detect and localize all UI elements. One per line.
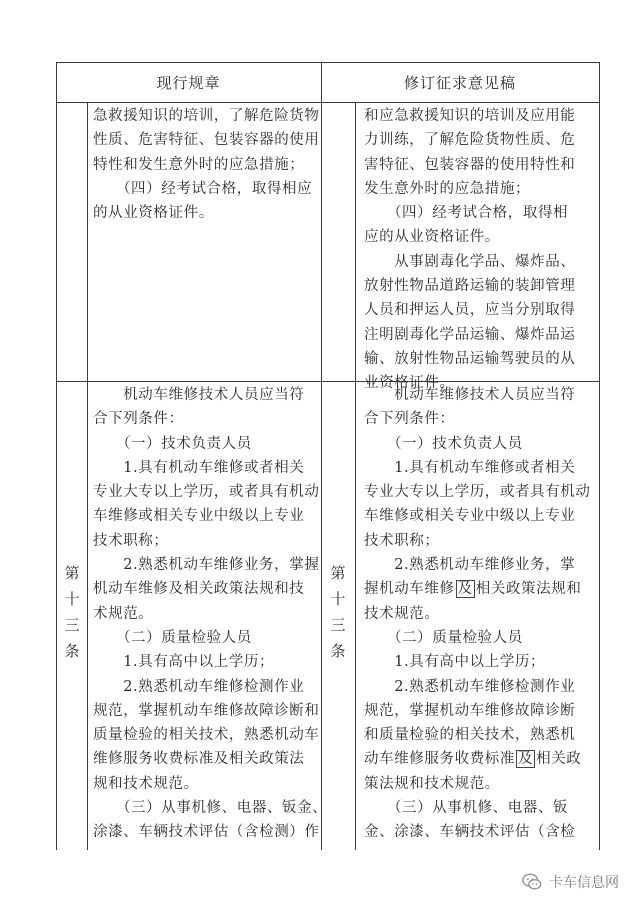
text-line: 规范，掌握机动车维修故障诊断 — [364, 702, 576, 719]
article-char: 条 — [330, 642, 346, 660]
text-line: 1.具有高中以上学历； — [364, 654, 546, 671]
watermark-text: 卡车信息网 — [549, 875, 619, 891]
text-line: 专业大专以上学历，或者具有机动 — [93, 484, 320, 501]
text-line: 2.熟悉机动车维修业务，掌 — [364, 557, 576, 574]
text-line: 机动车维修技术人员应当符 — [364, 387, 576, 403]
text-line: 和质量检验的相关技术，熟悉机 — [364, 727, 576, 744]
text-line: 1.具有高中以上学历； — [93, 654, 275, 671]
column-header-revision-draft: 修订征求意见稿 — [403, 73, 516, 92]
row2-right-text — [364, 383, 591, 845]
text-line: 人员和押运人员，应当分别取得 — [364, 302, 576, 319]
text-line: 1.具有机动车维修或者相关 — [364, 459, 576, 476]
text-line: 质量检验的相关技术，熟悉机动车 — [93, 727, 320, 744]
row1-right-text — [364, 104, 575, 396]
text-line: （四）经考试合格，取得相应 — [93, 180, 313, 197]
highlighted-change: 及 — [518, 751, 534, 768]
text-line: 输、放射性物品运输驾驶员的从 — [364, 350, 576, 367]
text-line: 金、涂漆、车辆技术评估（含检 — [364, 824, 576, 841]
text-line: 合下列条件： — [93, 411, 184, 428]
highlighted-change: 及 — [457, 581, 473, 598]
text-line: 害特征、包装容器的使用特性和 — [364, 156, 576, 173]
text-line: 2.熟悉机动车维修业务，掌握 — [93, 557, 320, 574]
article-char: 十 — [330, 590, 346, 608]
row2-left-text — [93, 383, 327, 845]
text-line: 技术规范。 — [364, 605, 440, 622]
watermark — [521, 871, 619, 893]
text-line: （二）质量检验人员 — [364, 629, 523, 646]
text-line: 技术职称； — [93, 532, 169, 549]
text-line: 技术职称； — [364, 532, 440, 549]
text-segment: 动车维修服务收费标准 — [364, 751, 515, 768]
text-line: 注明剧毒化学品运输、爆炸品运 — [364, 326, 576, 343]
text-segment: 相关政 — [536, 751, 582, 768]
text-line: 术规范。 — [93, 605, 154, 622]
text-line: 发生意外时的应急措施； — [364, 180, 531, 197]
text-line: 力训练，了解危险货物性质、危 — [364, 132, 576, 149]
text-line: （一）技术负责人员 — [364, 435, 523, 452]
text-line: 规和技术规范。 — [93, 775, 199, 792]
text-line: 车维修或相关专业中级以上专业 — [93, 508, 305, 525]
left-article-column-border — [87, 102, 88, 850]
text-line: 维修服务收费标准及相关政策法 — [93, 751, 305, 768]
text-line: 规范，掌握机动车维修故障诊断和 — [93, 702, 320, 719]
column-header-current-rules: 现行规章 — [156, 73, 221, 92]
text-line: 应的从业资格证件。 — [364, 229, 500, 246]
text-line: 从事剧毒化学品、爆炸品、 — [364, 253, 576, 270]
article-char: 第 — [64, 564, 80, 582]
right-article-column-border — [355, 102, 356, 850]
text-line: 性质、危害特征、包装容器的使用 — [93, 132, 320, 149]
text-line: 车维修或相关专业中级以上专业 — [364, 508, 576, 525]
row1-left-text — [93, 104, 320, 225]
text-line: （二）质量检验人员 — [93, 629, 252, 646]
article-char: 第 — [330, 564, 346, 582]
text-segment: 相关政策法规和 — [475, 581, 582, 598]
text-line: 1.具有机动车维修或者相关 — [93, 459, 305, 476]
text-line: （四）经考试合格，取得相 — [364, 205, 569, 222]
text-line: （三）从事机修、电器、钣金、 — [93, 800, 328, 817]
text-line: 机动车维修及相关政策法规和技 — [93, 581, 305, 598]
text-line: 涂漆、车辆技术评估（含检测）作 — [93, 824, 320, 841]
table-left-border — [56, 62, 57, 850]
article-char: 三 — [330, 616, 346, 634]
wechat-icon — [521, 871, 543, 893]
text-line: （一）技术负责人员 — [93, 435, 252, 452]
text-line — [364, 747, 591, 771]
text-line: 合下列条件： — [364, 411, 455, 428]
text-line: 的从业资格证件。 — [93, 205, 214, 222]
article-label-left — [61, 560, 83, 664]
text-line — [364, 577, 591, 601]
table-right-border — [599, 62, 600, 850]
article-char: 条 — [64, 642, 80, 660]
text-line: 专业大专以上学历，或者具有机动 — [364, 484, 591, 501]
article-label-right — [327, 560, 349, 664]
text-line: 2.熟悉机动车维修检测作业 — [364, 678, 576, 695]
article-char: 十 — [64, 590, 80, 608]
text-line: （三）从事机修、电器、钣 — [364, 800, 569, 817]
text-line: 和应急救援知识的培训及应用能 — [364, 108, 576, 124]
text-line: 急救援知识的培训，了解危险货物 — [93, 108, 320, 124]
text-line: 机动车维修技术人员应当符 — [93, 387, 305, 403]
text-segment: 握机动车维修 — [364, 581, 455, 598]
text-line: 策法规和技术规范。 — [364, 775, 500, 792]
text-line: 放射性物品道路运输的装卸管理 — [364, 278, 576, 295]
text-line: 业资格证件。 — [364, 375, 455, 392]
text-line: 2.熟悉机动车维修检测作业 — [93, 678, 305, 695]
article-char: 三 — [64, 616, 80, 634]
text-line: 特性和发生意外时的应急措施； — [93, 156, 305, 173]
header-bottom-border — [56, 102, 600, 103]
